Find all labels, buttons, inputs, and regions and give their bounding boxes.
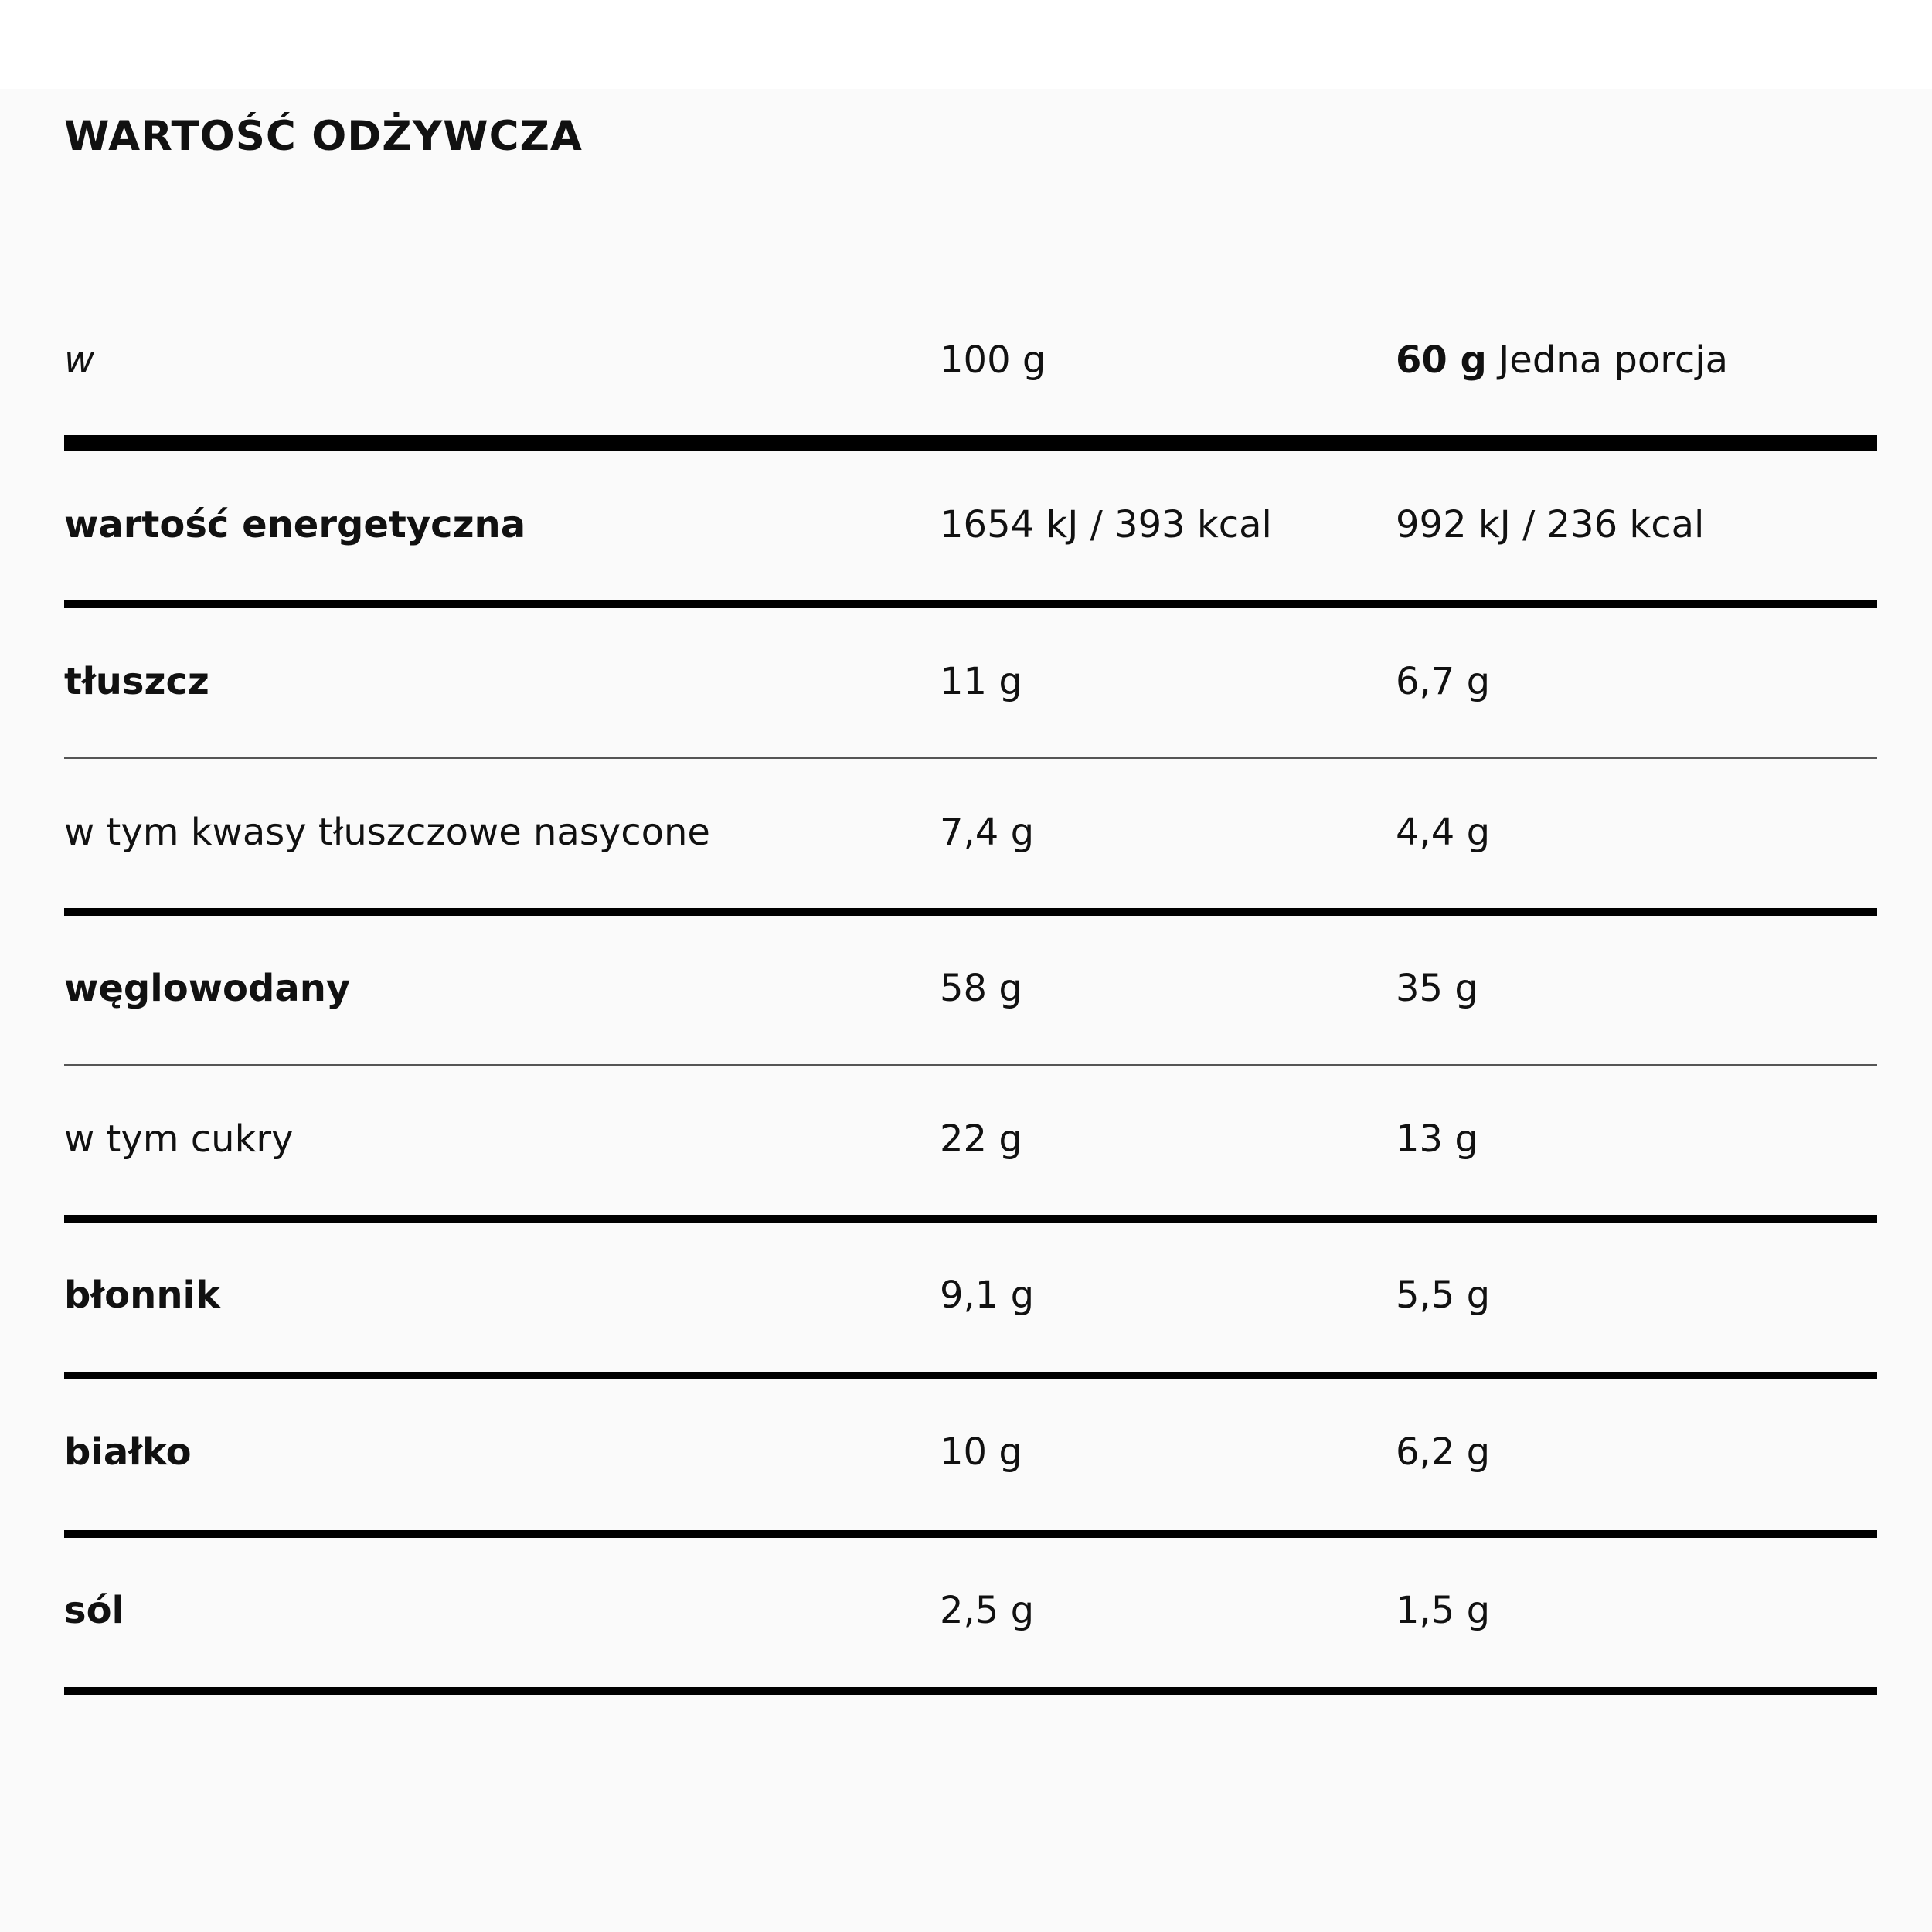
row-value-per-100g: 11 g xyxy=(940,660,1022,703)
row-divider xyxy=(64,600,1877,608)
row-divider xyxy=(64,908,1877,916)
row-value-per-portion: 35 g xyxy=(1396,967,1478,1010)
row-value-per-100g: 9,1 g xyxy=(940,1274,1035,1317)
row-divider xyxy=(64,757,1877,759)
row-value-per-100g: 58 g xyxy=(940,967,1022,1010)
row-value-per-100g: 2,5 g xyxy=(940,1589,1035,1632)
row-value-per-100g: 7,4 g xyxy=(940,811,1035,854)
header-portion-label: Jedna porcja xyxy=(1498,338,1729,382)
row-label: tłuszcz xyxy=(64,660,209,703)
row-value-per-portion: 6,2 g xyxy=(1396,1430,1491,1474)
row-value-per-portion: 5,5 g xyxy=(1396,1274,1491,1317)
header-per-portion xyxy=(1396,337,1728,383)
row-label: w tym cukry xyxy=(64,1117,294,1161)
row-label: wartość energetyczna xyxy=(64,503,526,546)
row-value-per-100g: 22 g xyxy=(940,1117,1022,1161)
row-label: w tym kwasy tłuszczowe nasycone xyxy=(64,811,710,854)
row-label: węglowodany xyxy=(64,967,351,1010)
row-divider xyxy=(64,1215,1877,1223)
row-divider xyxy=(64,1372,1877,1379)
row-value-per-portion: 4,4 g xyxy=(1396,811,1491,854)
header-per-label: w xyxy=(64,338,95,382)
row-value-per-portion: 992 kJ / 236 kcal xyxy=(1396,503,1705,546)
header-per-100g: 100 g xyxy=(940,338,1046,382)
row-divider xyxy=(64,1530,1877,1538)
header-divider xyxy=(64,435,1877,451)
row-label: sól xyxy=(64,1589,124,1632)
row-value-per-100g: 1654 kJ / 393 kcal xyxy=(940,503,1272,546)
header-portion-size: 60 g xyxy=(1396,338,1487,382)
row-label: błonnik xyxy=(64,1274,220,1317)
row-value-per-100g: 10 g xyxy=(940,1430,1022,1474)
section-title: WARTOŚĆ ODŻYWCZA xyxy=(64,113,583,160)
row-value-per-portion: 13 g xyxy=(1396,1117,1478,1161)
row-value-per-portion: 1,5 g xyxy=(1396,1589,1491,1632)
row-value-per-portion: 6,7 g xyxy=(1396,660,1491,703)
row-label: białko xyxy=(64,1430,192,1474)
row-divider xyxy=(64,1687,1877,1695)
row-divider xyxy=(64,1064,1877,1066)
